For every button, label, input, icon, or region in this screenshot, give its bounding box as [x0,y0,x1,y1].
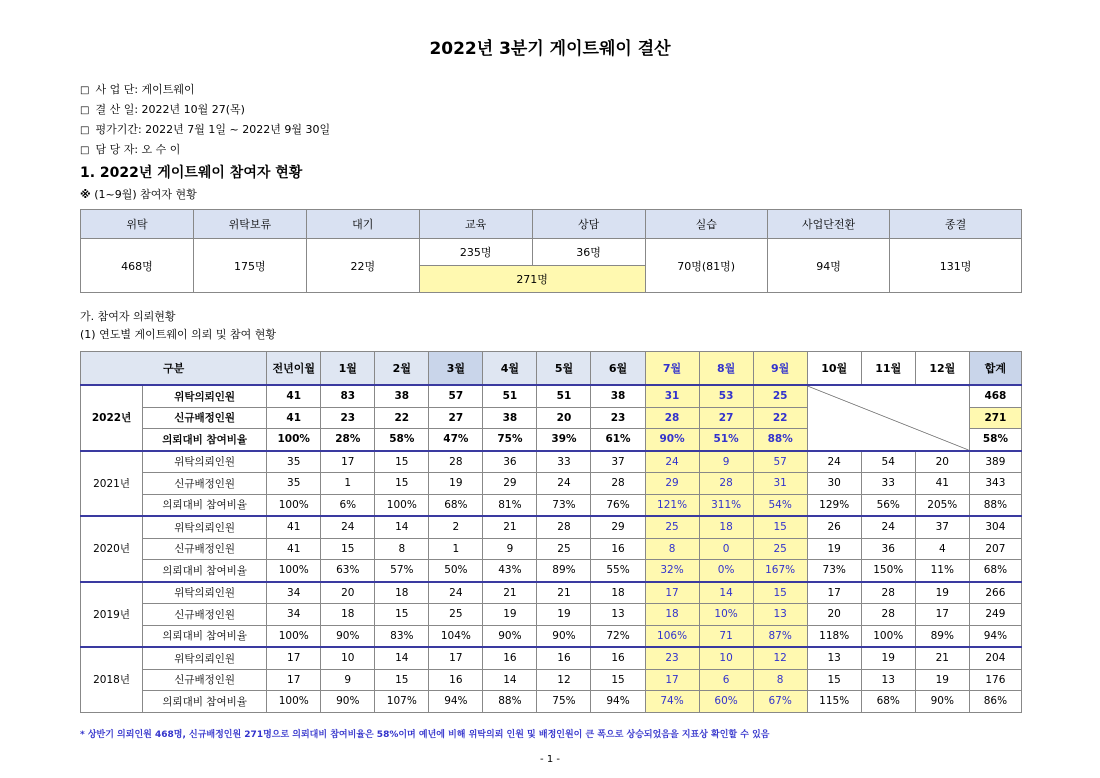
value-cell: 15 [375,473,429,495]
value-cell: 28 [699,473,753,495]
value-cell: 34 [267,582,321,604]
value-cell: 15 [321,538,375,560]
value-cell: 32% [645,560,699,582]
table-row [81,538,1022,560]
value-cell: 28 [861,582,915,604]
year-cell: 2018년 [81,647,143,712]
row-label: 의뢰대비 참여비율 [143,494,267,516]
table-row [81,494,1022,516]
value-cell: 94% [591,691,645,713]
value-cell: 100% [861,625,915,647]
value-cell: 2 [429,516,483,538]
value-cell: 43% [483,560,537,582]
column-header: 5월 [537,352,591,386]
value-cell: 100% [267,560,321,582]
value-cell: 14 [375,647,429,669]
value-cell: 60% [699,691,753,713]
yearly-table [80,351,1022,713]
value-cell: 15 [807,669,861,691]
summary-header: 대기 [306,210,419,239]
value-cell: 51 [537,385,591,407]
summary-value-sang: 36명 [532,239,645,266]
value-cell: 20 [321,582,375,604]
value-cell: 83% [375,625,429,647]
value-cell: 9 [483,538,537,560]
row-label: 위탁의뢰인원 [143,385,267,407]
value-cell: 1 [429,538,483,560]
total-cell: 468 [969,385,1021,407]
value-cell: 19 [483,604,537,626]
value-cell: 13 [591,604,645,626]
value-cell: 17 [915,604,969,626]
summary-header: 상담 [532,210,645,239]
value-cell: 6 [699,669,753,691]
value-cell: 16 [429,669,483,691]
row-label: 위탁의뢰인원 [143,516,267,538]
value-cell: 24 [645,451,699,473]
value-cell: 18 [375,582,429,604]
value-cell: 22 [375,407,429,429]
year-cell: 2021년 [81,451,143,517]
year-cell: 2020년 [81,516,143,582]
value-cell: 90% [645,429,699,451]
footnote: * 상반기 의뢰인원 468명, 신규배정인원 271명으로 의뢰대비 참여비율은 58%이며 예년에 비해 위탁의뢰 인원 및 배정인원이 큰 폭으로 상승되었음을 지표상 확인할 수 있음 [80,730,770,740]
value-cell: 25 [753,385,807,407]
value-cell: 15 [375,604,429,626]
subsection-label: 가. 참여자 의뢰현황 [80,310,176,323]
value-cell: 129% [807,494,861,516]
value-cell: 106% [645,625,699,647]
row-label: 위탁의뢰인원 [143,647,267,669]
column-header: 9월 [753,352,807,386]
table-row [81,582,1022,604]
value-cell: 25 [753,538,807,560]
value-cell: 19 [915,669,969,691]
table-row [81,647,1022,669]
value-cell: 204 [969,647,1021,669]
value-cell: 19 [861,647,915,669]
value-cell: 71 [699,625,753,647]
value-cell: 94% [429,691,483,713]
value-cell: 12 [753,647,807,669]
value-cell: 249 [969,604,1021,626]
value-cell: 41 [267,538,321,560]
value-cell: 9 [699,451,753,473]
value-cell: 20 [807,604,861,626]
value-cell: 19 [537,604,591,626]
row-label: 신규배정인원 [143,407,267,429]
summary-value-jong: 131명 [890,239,1022,293]
summary-value-jeon: 94명 [767,239,889,293]
value-cell: 55% [591,560,645,582]
value-cell: 304 [969,516,1021,538]
value-cell: 23 [645,647,699,669]
summary-value-sil: 70명(81명) [645,239,767,293]
column-header: 6월 [591,352,645,386]
value-cell: 17 [645,669,699,691]
value-cell: 23 [591,407,645,429]
row-label: 신규배정인원 [143,604,267,626]
value-cell: 18 [591,582,645,604]
summary-header: 위탁보류 [193,210,306,239]
value-cell: 41 [267,385,321,407]
row-label: 의뢰대비 참여비율 [143,625,267,647]
value-cell: 311% [699,494,753,516]
total-cell: 58% [969,429,1021,451]
value-cell: 343 [969,473,1021,495]
row-label: 위탁의뢰인원 [143,451,267,473]
value-cell: 41 [267,407,321,429]
section-heading: 1. 2022년 게이트웨이 참여자 현황 [80,165,303,181]
value-cell: 41 [915,473,969,495]
value-cell: 28 [591,473,645,495]
table-row [81,691,1022,713]
row-label: 의뢰대비 참여비율 [143,429,267,451]
value-cell: 21 [483,582,537,604]
value-cell: 16 [591,538,645,560]
value-cell: 87% [753,625,807,647]
value-cell: 207 [969,538,1021,560]
value-cell: 73% [537,494,591,516]
value-cell: 29 [483,473,537,495]
year-cell: 2019년 [81,582,143,648]
value-cell: 9 [321,669,375,691]
value-cell: 17 [267,647,321,669]
value-cell: 86% [969,691,1021,713]
value-cell: 94% [969,625,1021,647]
value-cell: 75% [483,429,537,451]
value-cell: 38 [375,385,429,407]
summary-value-edu-sang-total: 271명 [419,266,645,293]
value-cell: 17 [807,582,861,604]
value-cell: 53 [699,385,753,407]
row-label: 신규배정인원 [143,473,267,495]
value-cell: 24 [807,451,861,473]
value-cell: 26 [807,516,861,538]
summary-header: 실습 [645,210,767,239]
meta-business-unit: □ 사 업 단: 게이트웨이 [80,80,330,100]
value-cell: 100% [267,625,321,647]
value-cell: 20 [537,407,591,429]
summary-header: 사업단전환 [767,210,889,239]
value-cell: 205% [915,494,969,516]
value-cell: 54 [861,451,915,473]
value-cell: 37 [591,451,645,473]
value-cell: 6% [321,494,375,516]
value-cell: 28 [429,451,483,473]
value-cell: 67% [753,691,807,713]
value-cell: 18 [699,516,753,538]
column-header: 12월 [915,352,969,386]
value-cell: 266 [969,582,1021,604]
value-cell: 90% [915,691,969,713]
value-cell: 17 [321,451,375,473]
value-cell: 15 [375,669,429,691]
value-cell: 100% [375,494,429,516]
value-cell: 57 [753,451,807,473]
value-cell: 19 [429,473,483,495]
value-cell: 176 [969,669,1021,691]
column-header: 11월 [861,352,915,386]
value-cell: 36 [861,538,915,560]
value-cell: 28 [861,604,915,626]
value-cell: 27 [429,407,483,429]
value-cell: 10% [699,604,753,626]
value-cell: 14 [375,516,429,538]
value-cell: 389 [969,451,1021,473]
value-cell: 28% [321,429,375,451]
page-title: 2022년 3분기 게이트웨이 결산 [429,39,671,59]
value-cell: 37 [915,516,969,538]
value-cell: 23 [321,407,375,429]
value-cell: 36 [483,451,537,473]
value-cell: 15 [375,451,429,473]
value-cell: 81% [483,494,537,516]
value-cell: 0 [699,538,753,560]
value-cell: 63% [321,560,375,582]
value-cell: 121% [645,494,699,516]
value-cell: 18 [321,604,375,626]
summary-header: 종결 [890,210,1022,239]
value-cell: 76% [591,494,645,516]
value-cell: 167% [753,560,807,582]
value-cell: 16 [537,647,591,669]
value-cell: 19 [915,582,969,604]
value-cell: 30 [807,473,861,495]
value-cell: 88% [483,691,537,713]
value-cell: 90% [321,625,375,647]
value-cell: 88% [753,429,807,451]
value-cell: 75% [537,691,591,713]
value-cell: 18 [645,604,699,626]
summary-table [80,209,1022,293]
value-cell: 74% [645,691,699,713]
summary-header: 교육 [419,210,532,239]
value-cell: 13 [807,647,861,669]
value-cell: 14 [699,582,753,604]
value-cell: 83 [321,385,375,407]
value-cell: 150% [861,560,915,582]
value-cell: 107% [375,691,429,713]
meta-period: □ 평가기간: 2022년 7월 1일 ~ 2022년 9월 30일 [80,120,330,140]
row-label: 의뢰대비 참여비율 [143,691,267,713]
column-header: 합계 [969,352,1021,386]
column-header: 3월 [429,352,483,386]
table-row [81,473,1022,495]
value-cell: 90% [537,625,591,647]
table-row [81,516,1022,538]
value-cell: 100% [267,494,321,516]
page-number: - 1 - [540,754,560,765]
value-cell: 100% [267,429,321,451]
value-cell: 28 [537,516,591,538]
value-cell: 88% [969,494,1021,516]
summary-value-edu: 235명 [419,239,532,266]
section-subheading-text: (1~9월) 참여자 현황 [94,188,197,201]
value-cell: 31 [753,473,807,495]
value-cell: 16 [483,647,537,669]
value-cell: 118% [807,625,861,647]
table-row [81,385,1022,407]
value-cell: 21 [483,516,537,538]
value-cell: 15 [591,669,645,691]
meta-list [80,80,330,160]
value-cell: 68% [969,560,1021,582]
value-cell: 58% [375,429,429,451]
value-cell: 100% [267,691,321,713]
value-cell: 24 [321,516,375,538]
value-cell: 34 [267,604,321,626]
summary-value-wi: 468명 [81,239,194,293]
value-cell: 35 [267,473,321,495]
value-cell: 33 [537,451,591,473]
table-row [81,604,1022,626]
value-cell: 104% [429,625,483,647]
value-cell: 20 [915,451,969,473]
value-cell: 0% [699,560,753,582]
value-cell: 38 [591,385,645,407]
summary-value-dae: 22명 [306,239,419,293]
column-header: 2월 [375,352,429,386]
value-cell: 21 [537,582,591,604]
column-header: 7월 [645,352,699,386]
value-cell: 4 [915,538,969,560]
section-subheading [80,186,197,202]
value-cell: 72% [591,625,645,647]
column-header: 전년이월 [267,352,321,386]
value-cell: 10 [321,647,375,669]
value-cell: 25 [645,516,699,538]
meta-manager: □ 담 당 자: 오 수 이 [80,140,330,160]
value-cell: 24 [861,516,915,538]
value-cell: 16 [591,647,645,669]
column-header: 8월 [699,352,753,386]
value-cell: 1 [321,473,375,495]
column-header: 구분 [81,352,267,386]
row-label: 위탁의뢰인원 [143,582,267,604]
value-cell: 25 [429,604,483,626]
value-cell: 15 [753,516,807,538]
value-cell: 115% [807,691,861,713]
value-cell: 14 [483,669,537,691]
value-cell: 28 [645,407,699,429]
table-row [81,451,1022,473]
table-row [81,625,1022,647]
column-header: 1월 [321,352,375,386]
value-cell: 90% [321,691,375,713]
summary-header: 위탁 [81,210,194,239]
value-cell: 13 [861,669,915,691]
value-cell: 51% [699,429,753,451]
row-label: 신규배정인원 [143,669,267,691]
value-cell: 61% [591,429,645,451]
value-cell: 17 [429,647,483,669]
value-cell: 73% [807,560,861,582]
value-cell: 57% [375,560,429,582]
value-cell: 25 [537,538,591,560]
column-header: 4월 [483,352,537,386]
value-cell: 24 [537,473,591,495]
value-cell: 41 [267,516,321,538]
row-label: 신규배정인원 [143,538,267,560]
value-cell: 89% [537,560,591,582]
value-cell: 8 [753,669,807,691]
column-header: 10월 [807,352,861,386]
value-cell: 35 [267,451,321,473]
value-cell: 89% [915,625,969,647]
value-cell: 19 [807,538,861,560]
value-cell: 8 [375,538,429,560]
blank-diagonal-cell [807,385,969,451]
value-cell: 56% [861,494,915,516]
value-cell: 29 [591,516,645,538]
value-cell: 11% [915,560,969,582]
value-cell: 47% [429,429,483,451]
value-cell: 15 [753,582,807,604]
value-cell: 51 [483,385,537,407]
value-cell: 50% [429,560,483,582]
value-cell: 39% [537,429,591,451]
value-cell: 33 [861,473,915,495]
value-cell: 8 [645,538,699,560]
value-cell: 17 [267,669,321,691]
value-cell: 68% [861,691,915,713]
value-cell: 31 [645,385,699,407]
value-cell: 68% [429,494,483,516]
meta-settlement-date: □ 결 산 일: 2022년 10월 27(목) [80,100,330,120]
value-cell: 10 [699,647,753,669]
value-cell: 13 [753,604,807,626]
total-cell: 271 [969,407,1021,429]
table-row [81,560,1022,582]
value-cell: 24 [429,582,483,604]
summary-value-bo: 175명 [193,239,306,293]
value-cell: 29 [645,473,699,495]
year-cell: 2022년 [81,385,143,451]
value-cell: 57 [429,385,483,407]
value-cell: 12 [537,669,591,691]
table-row [81,669,1022,691]
note-mark: ※ [80,188,91,201]
value-cell: 17 [645,582,699,604]
value-cell: 21 [915,647,969,669]
value-cell: 54% [753,494,807,516]
table-caption: (1) 연도별 게이트웨이 의뢰 및 참여 현황 [80,328,276,341]
value-cell: 27 [699,407,753,429]
value-cell: 38 [483,407,537,429]
value-cell: 22 [753,407,807,429]
row-label: 의뢰대비 참여비율 [143,560,267,582]
value-cell: 90% [483,625,537,647]
